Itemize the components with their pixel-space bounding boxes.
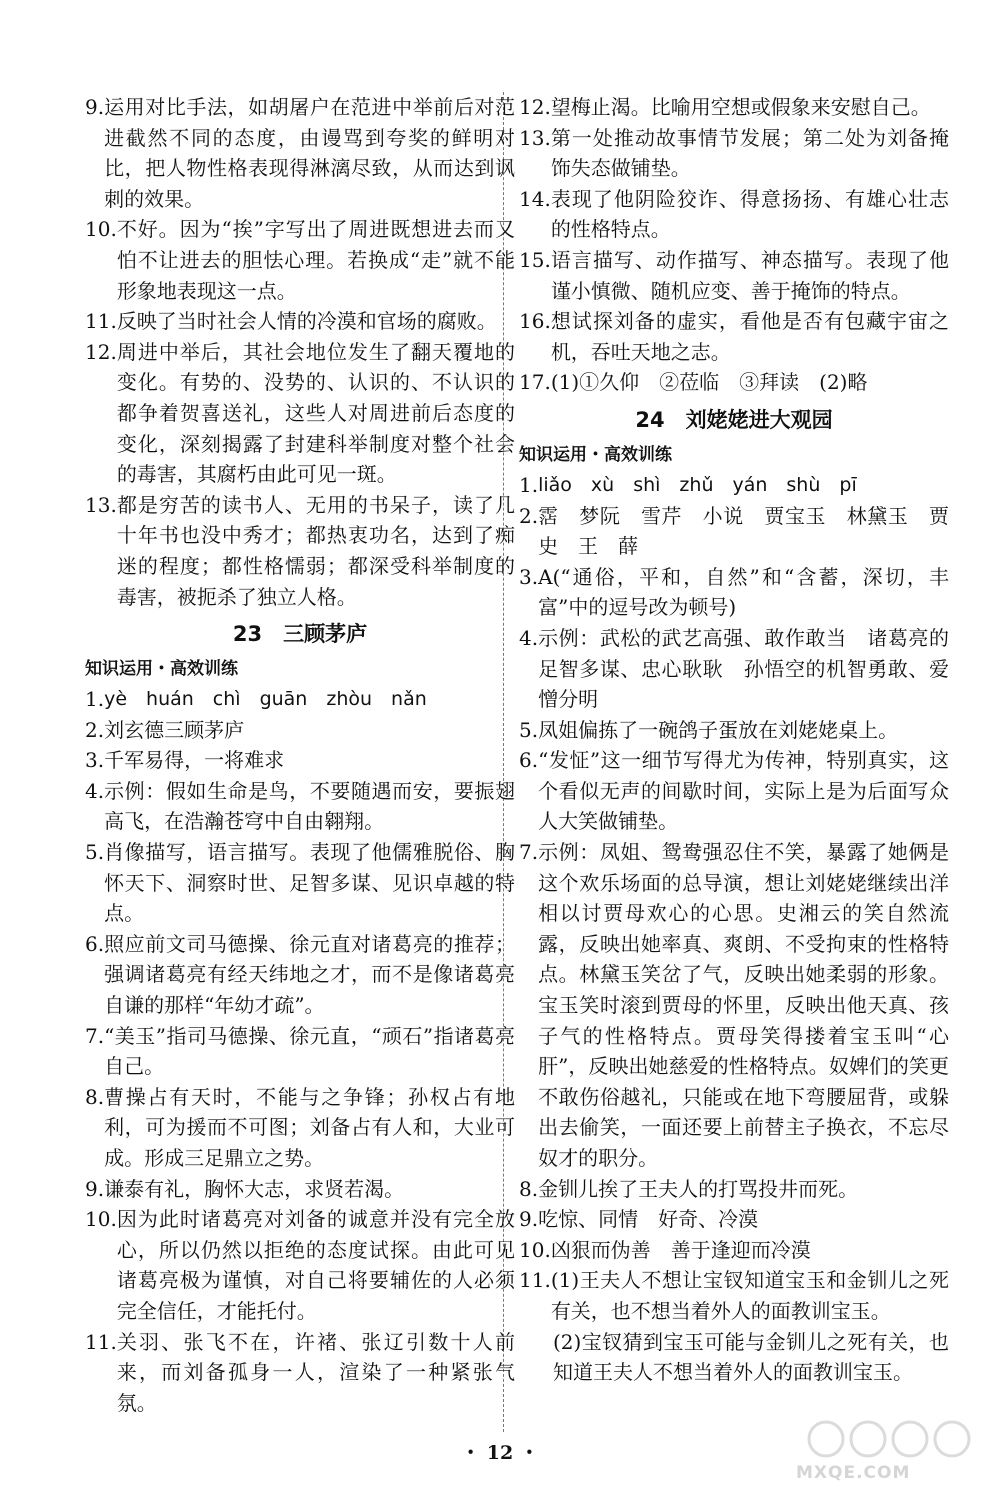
answer-number: 6. — [519, 748, 539, 773]
answer-item — [85, 745, 515, 776]
answer-text: 望梅止渴。比喻用空想或假象来安慰自己。 — [550, 95, 931, 119]
answer-text: 都是穷苦的读书人、无用的书呆子，读了几十年书也没中秀才；都热衷功名，达到了痴迷的程度；都性格懦弱；都深受科举制度的毒害，被扼杀了独立人格。 — [116, 492, 515, 609]
right-items — [519, 92, 949, 398]
answer-number: 9. — [85, 95, 105, 119]
answer-text: 因为此时诸葛亮对刘备的诚意并没有完全放心，所以仍然以拒绝的态度试探。由此可见诸葛亮极为谨慎，对自己将要辅佐的人必须完全信任，才能托付。 — [116, 1207, 515, 1323]
left-column — [85, 92, 515, 1418]
answer-number: 12. — [85, 339, 117, 364]
answer-item — [85, 490, 515, 612]
answer-number: 2. — [85, 717, 105, 742]
answer-text: 第一处推动故事情节发展；第二处为刘备掩饰失态做铺垫。 — [550, 125, 949, 181]
answer-item — [85, 214, 515, 306]
answer-text: “发怔”这一细节写得尤为传神，特别真实，这个看似无声的间歇时间，实际上是为后面写众人大笑做铺垫。 — [538, 748, 949, 834]
section-title-24: 24 刘姥姥进大观园 — [635, 407, 833, 432]
answer-number: 9. — [85, 1176, 105, 1201]
answer-item — [85, 776, 515, 837]
answer-item — [519, 1235, 949, 1266]
answer-item — [519, 306, 949, 367]
pinyin-answer: liǎo xù shì zhǔ yán shù pī — [538, 473, 857, 496]
answer-text: 语言描写、动作描写、神态描写。表现了他谨小慎微、随机应变、善于掩饰的特点。 — [550, 247, 949, 303]
answer-number: 14. — [519, 186, 551, 211]
answer-item — [519, 1174, 949, 1205]
answer-11-part-2: (2)宝钗猜到宝玉可能与金钏儿之死有关，也知道王夫人不想当着外人的面教训宝玉。 — [553, 1329, 949, 1385]
answer-number: 1. — [519, 472, 539, 497]
answer-number: 10. — [85, 1207, 117, 1232]
page-number: ・ 12 ・ — [461, 1442, 539, 1464]
watermark-text: MXQE.COM — [796, 1463, 911, 1483]
answer-text: A(“通俗，平和，自然”和“含蓄，深切，丰富”中的逗号改为顿号) — [538, 564, 949, 620]
answer-item — [519, 367, 949, 398]
answer-text: 凤姐偏拣了一碗鸽子蛋放在刘姥姥桌上。 — [538, 717, 899, 742]
section-items-23 — [85, 684, 515, 1418]
answer-number: 10. — [85, 217, 117, 242]
answer-text: 吃惊、同情 好奇、冷漠 — [538, 1207, 759, 1232]
answer-item — [519, 1204, 949, 1235]
answer-text: 曹操占有天时，不能与之争锋；孙权占有地利，可为援而不可图；刘备占有人和，大业可成。形成三足鼎立之势。 — [104, 1084, 515, 1170]
answer-text: 关羽、张飞不在，许褚、张辽引数十人前来，而刘备孤身一人，渲染了一种紧张气氛。 — [116, 1329, 515, 1415]
section-items-24 — [519, 470, 949, 1327]
answer-item — [85, 1327, 515, 1419]
answer-number: 16. — [519, 309, 551, 334]
answer-item — [519, 745, 949, 837]
answer-text: 千军易得，一将难求 — [104, 748, 285, 773]
answer-text: 想试探刘备的虚实，看他是否有包藏宇宙之机，吞吐天地之志。 — [550, 309, 949, 364]
answer-item — [519, 623, 949, 715]
answer-text: 周进中举后，其社会地位发生了翻天覆地的变化。有势的、没势的、认识的、不认识的都争着贺喜送礼，这些人对周进前后态度的变化，深刻揭露了封建科举制度对整个社会的毒害，其腐朽由此可见一斑。 — [116, 339, 515, 487]
answer-number: 15. — [519, 247, 551, 272]
answer-item — [519, 501, 949, 562]
answer-item — [85, 929, 515, 1021]
answer-item — [519, 92, 949, 123]
answer-item — [85, 1174, 515, 1205]
answer-number: 2. — [519, 503, 539, 528]
answer-text: 表现了他阴险狡诈、得意扬扬、有雄心壮志的性格特点。 — [550, 186, 949, 242]
answer-number: 6. — [85, 931, 105, 956]
answer-text: 刘玄德三顾茅庐 — [104, 717, 245, 742]
answer-item — [519, 715, 949, 746]
right-column — [519, 92, 949, 1388]
answer-number: 8. — [519, 1176, 539, 1201]
answer-number: 9. — [519, 1207, 539, 1232]
answer-item — [519, 184, 949, 245]
answer-number: 1. — [85, 687, 105, 712]
answer-number: 7. — [519, 840, 539, 865]
answer-number: 17. — [519, 370, 551, 395]
answer-number: 11. — [85, 309, 117, 334]
watermark-logo — [796, 1415, 986, 1487]
answer-item — [519, 1265, 949, 1326]
answer-number: 3. — [519, 564, 539, 589]
answer-text: 示例：武松的武艺高强、敢作敢当 诸葛亮的足智多谋、忠心耿耿 孙悟空的机智勇敢、爱憎分明 — [538, 625, 949, 712]
answer-text: 肖像描写，语言描写。表现了他儒雅脱俗、胸怀天下、洞察时世、足智多谋、见识卓越的特点。 — [104, 840, 515, 926]
answer-number: 11. — [85, 1329, 117, 1354]
answer-number: 13. — [519, 125, 551, 150]
section-subhead-23: 知识运用・高效训练 — [85, 659, 238, 680]
answer-item — [85, 337, 515, 490]
answer-item — [85, 837, 515, 929]
answer-number: 5. — [519, 717, 539, 742]
answer-item — [85, 715, 515, 746]
answer-item — [519, 123, 949, 184]
answer-item — [85, 92, 515, 214]
answer-number: 5. — [85, 840, 105, 865]
answer-text: 不好。因为“挨”字写出了周进既想进去而又怕不让进去的胆怯心理。若换成“走”就不能形象地表现这一点。 — [116, 217, 515, 303]
answer-item — [85, 306, 515, 337]
section-subhead-24: 知识运用・高效训练 — [519, 444, 672, 465]
answer-text: (1)①久仰 ②莅临 ③拜读 (2)略 — [550, 370, 868, 395]
answer-number: 3. — [85, 748, 105, 773]
answer-text: 示例：凤姐、鸳鸯强忍住不笑，暴露了她俩是这个欢乐场面的总导演，想让刘姥姥继续出洋相以讨贾母欢心的心思。史湘云的笑自然流露，反映出她率真、爽朗、不受拘束的性格特点。林黛玉笑岔了气，反映出她柔弱的形象。宝玉笑时滚到贾母的怀里，反映出他天真、孩子气的性格特点。贾母笑得搂着宝玉叫“心肝”，反映出她慈爱的性格特点。奴婢们的笑更不敢伤俗越礼，只能或在地下弯腰屈背，或躲出去偷笑，一面还要上前替主子换衣，不忘尽奴才的职分。 — [538, 840, 949, 1170]
answer-text: (1)王夫人不想让宝钗知道宝玉和金钏儿之死有关，也不想当着外人的面教训宝玉。 — [550, 1268, 949, 1323]
answer-number: 8. — [85, 1084, 105, 1109]
answer-item — [519, 245, 949, 306]
answer-text: 反映了当时社会人情的冷漠和官场的腐败。 — [116, 309, 497, 334]
answer-text: 凶狠而伪善 善于逢迎而冷漠 — [550, 1237, 811, 1262]
answer-number: 4. — [85, 778, 105, 803]
answer-text: 金钏儿挨了王夫人的打骂投井而死。 — [538, 1176, 859, 1201]
left-items — [85, 92, 515, 612]
answer-item — [85, 1204, 515, 1326]
answer-text: 霑 梦阮 雪芹 小说 贾宝玉 林黛玉 贾史 王 薛 — [538, 503, 949, 559]
answer-text: “美玉”指司马德操、徐元直，“顽石”指诸葛亮自己。 — [104, 1023, 515, 1079]
section-title-23: 23 三顾茅庐 — [232, 622, 368, 647]
answer-item — [85, 1082, 515, 1174]
answer-number: 13. — [85, 492, 117, 517]
answer-number: 12. — [519, 95, 551, 119]
answer-text: 谦泰有礼，胸怀大志，求贤若渴。 — [104, 1176, 405, 1201]
answer-text: 运用对比手法，如胡屠户在范进中举前后对范进截然不同的态度，由谩骂到夸奖的鲜明对比，把人物性格表现得淋漓尽致，从而达到讽刺的效果。 — [104, 95, 515, 211]
answer-text: 照应前文司马德操、徐元直对诸葛亮的推荐；强调诸葛亮有经天纬地之才，而不是像诸葛亮自谦的那样“年幼才疏”。 — [104, 931, 515, 1018]
answer-number: 11. — [519, 1268, 551, 1293]
answer-number: 7. — [85, 1023, 105, 1048]
answer-text: 示例：假如生命是鸟，不要随遇而安，要振翅高飞，在浩瀚苍穹中自由翱翔。 — [104, 778, 515, 834]
answer-item — [519, 470, 949, 501]
pinyin-answer: yè huán chì guān zhòu nǎn — [104, 688, 427, 711]
answer-item — [85, 1021, 515, 1082]
answer-item — [85, 684, 515, 715]
answer-number: 10. — [519, 1237, 551, 1262]
answer-item — [519, 562, 949, 623]
answer-number: 4. — [519, 625, 539, 650]
answer-item — [519, 837, 949, 1174]
